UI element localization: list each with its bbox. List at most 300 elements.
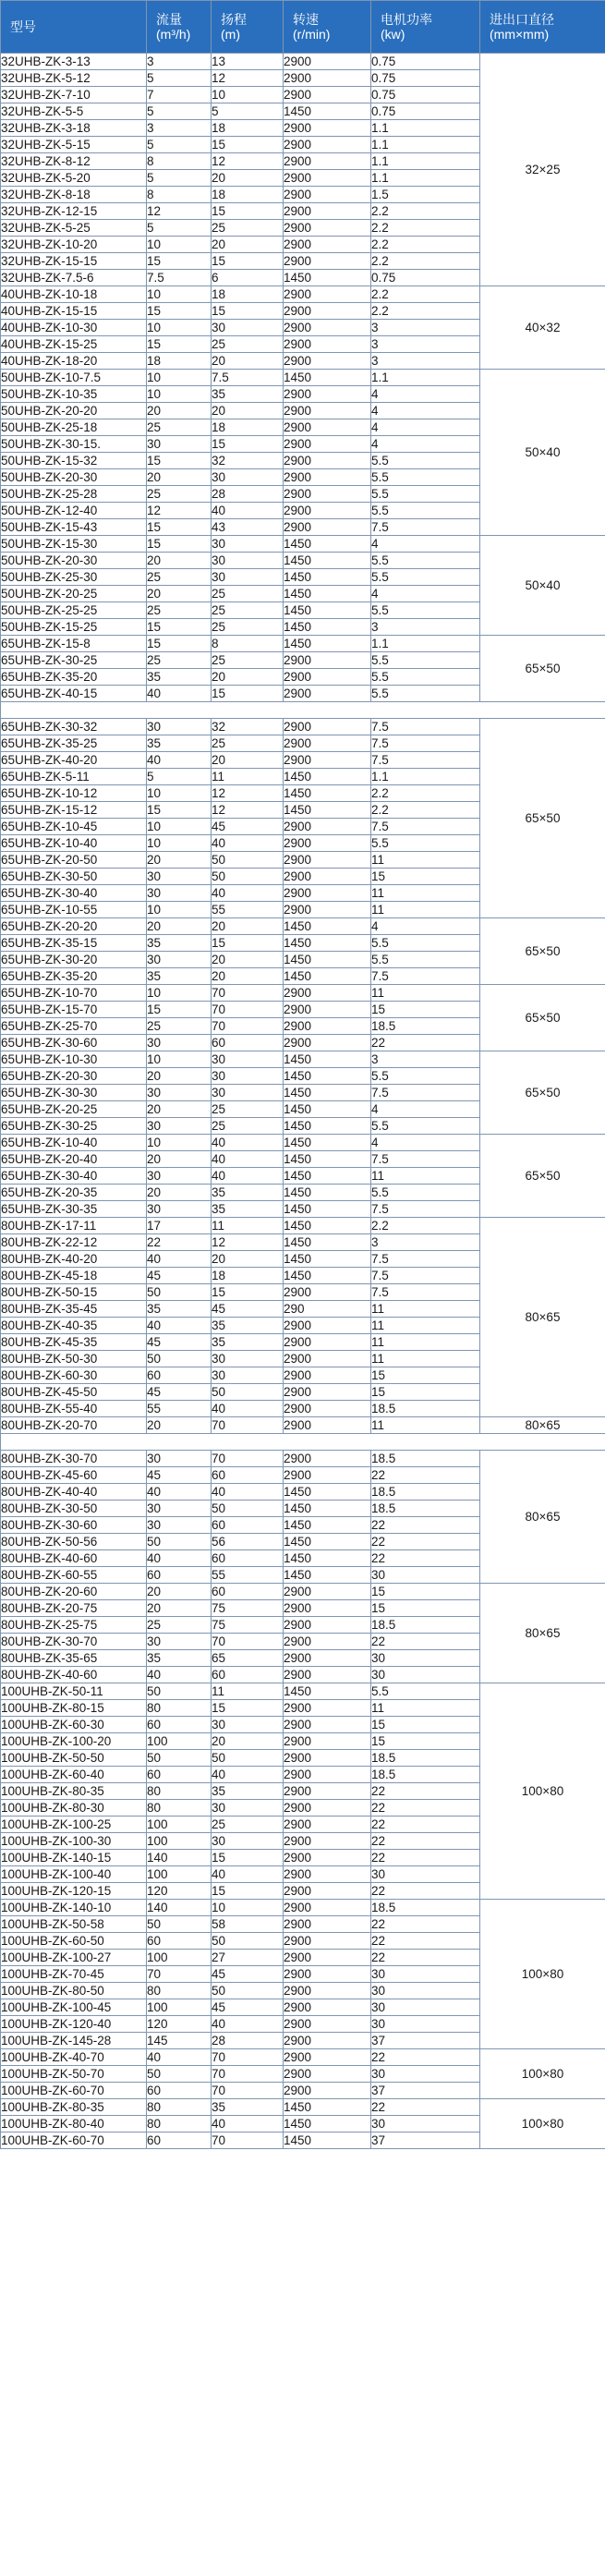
col-head (212, 1, 284, 54)
speed-cell: 2900 (284, 669, 371, 686)
head-cell: 50 (212, 1983, 284, 1999)
head-cell: 70 (212, 2049, 284, 2066)
head-cell: 20 (212, 752, 284, 769)
flow-cell: 5 (147, 70, 212, 87)
power-cell: 22 (371, 2049, 480, 2066)
speed-cell: 1450 (284, 1484, 371, 1501)
model-cell: 65UHB-ZK-30-32 (1, 719, 147, 735)
power-cell: 2.2 (371, 1218, 480, 1234)
power-cell: 7.5 (371, 735, 480, 752)
table-row (1, 286, 605, 303)
flow-cell: 18 (147, 353, 212, 370)
power-cell: 22 (371, 2099, 480, 2116)
power-cell: 11 (371, 1318, 480, 1334)
power-cell: 5.5 (371, 602, 480, 619)
power-cell: 3 (371, 619, 480, 636)
head-cell: 27 (212, 1950, 284, 1966)
head-cell: 18 (212, 187, 284, 203)
model-cell: 100UHB-ZK-140-15 (1, 1850, 147, 1866)
head-cell: 15 (212, 303, 284, 320)
power-cell: 5.5 (371, 1118, 480, 1135)
model-cell: 65UHB-ZK-5-11 (1, 769, 147, 785)
speed-cell: 2900 (284, 1467, 371, 1484)
model-cell: 80UHB-ZK-17-11 (1, 1218, 147, 1234)
flow-cell: 30 (147, 1634, 212, 1650)
speed-cell: 2900 (284, 353, 371, 370)
model-cell: 80UHB-ZK-30-50 (1, 1501, 147, 1517)
speed-cell: 1450 (284, 1234, 371, 1251)
model-cell: 80UHB-ZK-40-40 (1, 1484, 147, 1501)
speed-cell: 2900 (284, 1750, 371, 1767)
power-cell: 4 (371, 586, 480, 602)
flow-cell: 50 (147, 1284, 212, 1301)
head-cell: 58 (212, 1916, 284, 1933)
speed-cell: 1450 (284, 602, 371, 619)
model-cell: 100UHB-ZK-100-20 (1, 1733, 147, 1750)
head-cell: 60 (212, 1584, 284, 1600)
speed-cell: 290 (284, 1301, 371, 1318)
speed-cell: 2900 (284, 170, 371, 187)
head-cell: 35 (212, 1201, 284, 1218)
model-cell: 65UHB-ZK-20-20 (1, 918, 147, 935)
flow-cell: 20 (147, 469, 212, 486)
head-cell: 32 (212, 453, 284, 469)
speed-cell: 2900 (284, 203, 371, 220)
flow-cell: 25 (147, 569, 212, 586)
head-cell: 70 (212, 2083, 284, 2099)
model-cell: 65UHB-ZK-15-12 (1, 802, 147, 819)
table-row (1, 1051, 605, 1068)
flow-cell: 10 (147, 370, 212, 386)
head-cell: 10 (212, 87, 284, 103)
model-cell: 65UHB-ZK-30-30 (1, 1085, 147, 1101)
power-cell: 5.5 (371, 1683, 480, 1700)
head-cell: 30 (212, 1833, 284, 1850)
power-cell: 30 (371, 1866, 480, 1883)
speed-cell: 2900 (284, 869, 371, 885)
head-cell: 30 (212, 553, 284, 569)
head-cell: 12 (212, 785, 284, 802)
head-cell: 15 (212, 1700, 284, 1717)
flow-cell: 17 (147, 1218, 212, 1234)
model-cell: 100UHB-ZK-60-50 (1, 1933, 147, 1950)
flow-cell: 20 (147, 1584, 212, 1600)
flow-cell: 20 (147, 1151, 212, 1168)
power-cell: 2.2 (371, 802, 480, 819)
col-power-label: 电机功率 (kw) (381, 12, 432, 42)
power-cell: 22 (371, 1534, 480, 1550)
model-cell: 100UHB-ZK-80-30 (1, 1800, 147, 1817)
model-cell: 100UHB-ZK-80-50 (1, 1983, 147, 1999)
speed-cell: 2900 (284, 54, 371, 70)
power-cell: 5.5 (371, 503, 480, 519)
table-row (1, 719, 605, 735)
speed-cell: 2900 (284, 2016, 371, 2033)
power-cell: 22 (371, 1550, 480, 1567)
model-cell: 40UHB-ZK-10-18 (1, 286, 147, 303)
flow-cell: 8 (147, 153, 212, 170)
head-cell: 15 (212, 253, 284, 270)
head-cell: 12 (212, 70, 284, 87)
head-cell: 35 (212, 1783, 284, 1800)
speed-cell: 2900 (284, 1667, 371, 1683)
model-cell: 50UHB-ZK-20-30 (1, 469, 147, 486)
model-cell: 100UHB-ZK-100-40 (1, 1866, 147, 1883)
power-cell: 22 (371, 1850, 480, 1866)
power-cell: 15 (371, 1584, 480, 1600)
head-cell: 55 (212, 902, 284, 918)
port-size-cell: 40×32 (480, 286, 605, 370)
power-cell: 11 (371, 852, 480, 869)
speed-cell: 2900 (284, 519, 371, 536)
power-cell: 22 (371, 1517, 480, 1534)
power-cell: 4 (371, 1135, 480, 1151)
flow-cell: 15 (147, 336, 212, 353)
speed-cell: 2900 (284, 985, 371, 1002)
power-cell: 18.5 (371, 1484, 480, 1501)
speed-cell: 1450 (284, 1550, 371, 1567)
power-cell: 18.5 (371, 1018, 480, 1035)
model-cell: 100UHB-ZK-100-30 (1, 1833, 147, 1850)
model-cell: 65UHB-ZK-35-25 (1, 735, 147, 752)
speed-cell: 1450 (284, 1101, 371, 1118)
model-cell: 80UHB-ZK-60-55 (1, 1567, 147, 1584)
power-cell: 4 (371, 536, 480, 553)
head-cell: 15 (212, 935, 284, 952)
flow-cell: 30 (147, 1517, 212, 1534)
speed-cell: 2900 (284, 1284, 371, 1301)
head-cell: 40 (212, 1401, 284, 1417)
model-cell: 65UHB-ZK-30-25 (1, 652, 147, 669)
flow-cell: 50 (147, 2066, 212, 2083)
head-cell: 20 (212, 353, 284, 370)
power-cell: 18.5 (371, 1750, 480, 1767)
speed-cell: 2900 (284, 1650, 371, 1667)
head-cell: 20 (212, 918, 284, 935)
power-cell: 1.1 (371, 170, 480, 187)
head-cell: 6 (212, 270, 284, 286)
power-cell: 11 (371, 1417, 480, 1434)
speed-cell: 1450 (284, 769, 371, 785)
speed-cell: 2900 (284, 286, 371, 303)
speed-cell: 2900 (284, 652, 371, 669)
head-cell: 12 (212, 1234, 284, 1251)
model-cell: 32UHB-ZK-7-10 (1, 87, 147, 103)
flow-cell: 140 (147, 1900, 212, 1916)
flow-cell: 15 (147, 536, 212, 553)
flow-cell: 70 (147, 1966, 212, 1983)
speed-cell: 1450 (284, 1218, 371, 1234)
power-cell: 2.2 (371, 286, 480, 303)
model-cell: 65UHB-ZK-10-45 (1, 819, 147, 835)
speed-cell: 1450 (284, 1135, 371, 1151)
head-cell: 35 (212, 1334, 284, 1351)
flow-cell: 40 (147, 1484, 212, 1501)
head-cell: 25 (212, 1101, 284, 1118)
head-cell: 15 (212, 203, 284, 220)
power-cell: 5.5 (371, 1185, 480, 1201)
speed-cell: 1450 (284, 636, 371, 652)
head-cell: 45 (212, 819, 284, 835)
speed-cell: 2900 (284, 453, 371, 469)
head-cell: 25 (212, 586, 284, 602)
flow-cell: 55 (147, 1401, 212, 1417)
model-cell: 100UHB-ZK-100-27 (1, 1950, 147, 1966)
speed-cell: 2900 (284, 1783, 371, 1800)
model-cell: 80UHB-ZK-50-56 (1, 1534, 147, 1550)
power-cell: 22 (371, 1950, 480, 1966)
head-cell: 20 (212, 1733, 284, 1750)
port-size-cell: 100×80 (480, 2049, 605, 2099)
power-cell: 3 (371, 336, 480, 353)
head-cell: 70 (212, 1634, 284, 1650)
head-cell: 30 (212, 1085, 284, 1101)
port-size-cell: 100×80 (480, 2099, 605, 2149)
head-cell: 40 (212, 885, 284, 902)
speed-cell: 1450 (284, 1068, 371, 1085)
flow-cell: 20 (147, 1600, 212, 1617)
model-cell: 50UHB-ZK-12-40 (1, 503, 147, 519)
model-cell: 100UHB-ZK-50-11 (1, 1683, 147, 1700)
speed-cell: 2900 (284, 902, 371, 918)
model-cell: 80UHB-ZK-30-70 (1, 1634, 147, 1650)
flow-cell: 120 (147, 1883, 212, 1900)
power-cell: 5.5 (371, 835, 480, 852)
flow-cell: 5 (147, 220, 212, 237)
speed-cell: 2900 (284, 1417, 371, 1434)
head-cell: 50 (212, 1501, 284, 1517)
power-cell: 7.5 (371, 1151, 480, 1168)
power-cell: 2.2 (371, 203, 480, 220)
power-cell: 15 (371, 869, 480, 885)
power-cell: 4 (371, 918, 480, 935)
model-cell: 80UHB-ZK-30-70 (1, 1451, 147, 1467)
power-cell: 7.5 (371, 1284, 480, 1301)
flow-cell: 30 (147, 719, 212, 735)
speed-cell: 1450 (284, 536, 371, 553)
head-cell: 60 (212, 1517, 284, 1534)
model-cell: 32UHB-ZK-5-20 (1, 170, 147, 187)
power-cell: 1.1 (371, 636, 480, 652)
flow-cell: 80 (147, 1983, 212, 1999)
power-cell: 11 (371, 1168, 480, 1185)
power-cell: 7.5 (371, 1201, 480, 1218)
speed-cell: 2900 (284, 1833, 371, 1850)
speed-cell: 2900 (284, 469, 371, 486)
power-cell: 7.5 (371, 719, 480, 735)
model-cell: 100UHB-ZK-60-70 (1, 2083, 147, 2099)
port-size-cell: 65×50 (480, 985, 605, 1051)
head-cell: 32 (212, 719, 284, 735)
power-cell: 5.5 (371, 669, 480, 686)
flow-cell: 25 (147, 652, 212, 669)
speed-cell: 2900 (284, 1018, 371, 1035)
power-cell: 3 (371, 320, 480, 336)
flow-cell: 120 (147, 2016, 212, 2033)
power-cell: 22 (371, 1800, 480, 1817)
head-cell: 15 (212, 436, 284, 453)
power-cell: 3 (371, 353, 480, 370)
port-size-cell: 100×80 (480, 1683, 605, 1900)
head-cell: 30 (212, 469, 284, 486)
head-cell: 11 (212, 1218, 284, 1234)
speed-cell: 2900 (284, 1334, 371, 1351)
model-cell: 50UHB-ZK-15-32 (1, 453, 147, 469)
speed-cell: 2900 (284, 1999, 371, 2016)
speed-cell: 2900 (284, 735, 371, 752)
speed-cell: 2900 (284, 719, 371, 735)
table-row (1, 2099, 605, 2116)
table-row (1, 918, 605, 935)
speed-cell: 1450 (284, 1201, 371, 1218)
power-cell: 7.5 (371, 1268, 480, 1284)
head-cell: 12 (212, 802, 284, 819)
flow-cell: 10 (147, 237, 212, 253)
flow-cell: 20 (147, 553, 212, 569)
power-cell: 0.75 (371, 70, 480, 87)
flow-cell: 5 (147, 103, 212, 120)
flow-cell: 8 (147, 187, 212, 203)
model-cell: 80UHB-ZK-40-20 (1, 1251, 147, 1268)
model-cell: 80UHB-ZK-22-12 (1, 1234, 147, 1251)
flow-cell: 3 (147, 54, 212, 70)
flow-cell: 40 (147, 1550, 212, 1567)
head-cell: 40 (212, 1484, 284, 1501)
col-speed (284, 1, 371, 54)
section-gap-cell (1, 702, 605, 719)
model-cell: 32UHB-ZK-7.5-6 (1, 270, 147, 286)
power-cell: 5.5 (371, 453, 480, 469)
model-cell: 100UHB-ZK-40-70 (1, 2049, 147, 2066)
flow-cell: 7.5 (147, 270, 212, 286)
speed-cell: 1450 (284, 1085, 371, 1101)
speed-cell: 2900 (284, 237, 371, 253)
speed-cell: 2900 (284, 1600, 371, 1617)
model-cell: 80UHB-ZK-40-60 (1, 1667, 147, 1683)
model-cell: 32UHB-ZK-8-12 (1, 153, 147, 170)
power-cell: 37 (371, 2132, 480, 2149)
speed-cell: 2900 (284, 1700, 371, 1717)
power-cell: 22 (371, 1833, 480, 1850)
model-cell: 100UHB-ZK-60-30 (1, 1717, 147, 1733)
model-cell: 65UHB-ZK-40-15 (1, 686, 147, 702)
model-cell: 50UHB-ZK-15-30 (1, 536, 147, 553)
flow-cell: 60 (147, 2132, 212, 2149)
power-cell: 4 (371, 419, 480, 436)
head-cell: 55 (212, 1567, 284, 1584)
power-cell: 18.5 (371, 1617, 480, 1634)
head-cell: 30 (212, 1068, 284, 1085)
power-cell: 3 (371, 1051, 480, 1068)
model-cell: 50UHB-ZK-25-30 (1, 569, 147, 586)
power-cell: 1.1 (371, 769, 480, 785)
speed-cell: 2900 (284, 2083, 371, 2099)
power-cell: 22 (371, 1783, 480, 1800)
head-cell: 40 (212, 1866, 284, 1883)
flow-cell: 80 (147, 1700, 212, 1717)
head-cell: 18 (212, 1268, 284, 1284)
speed-cell: 2900 (284, 336, 371, 353)
flow-cell: 50 (147, 1683, 212, 1700)
speed-cell: 2900 (284, 1966, 371, 1983)
flow-cell: 40 (147, 1251, 212, 1268)
speed-cell: 1450 (284, 1251, 371, 1268)
speed-cell: 2900 (284, 835, 371, 852)
model-cell: 65UHB-ZK-30-25 (1, 1118, 147, 1135)
power-cell: 1.1 (371, 137, 480, 153)
power-cell: 7.5 (371, 1251, 480, 1268)
speed-cell: 1450 (284, 586, 371, 602)
power-cell: 30 (371, 1667, 480, 1683)
head-cell: 60 (212, 1035, 284, 1051)
speed-cell: 2900 (284, 120, 371, 137)
speed-cell: 2900 (284, 1933, 371, 1950)
flow-cell: 45 (147, 1268, 212, 1284)
head-cell: 45 (212, 1999, 284, 2016)
model-cell: 65UHB-ZK-30-40 (1, 1168, 147, 1185)
model-cell: 50UHB-ZK-20-25 (1, 586, 147, 602)
port-size-cell: 65×50 (480, 1051, 605, 1135)
model-cell: 65UHB-ZK-20-35 (1, 1185, 147, 1201)
flow-cell: 145 (147, 2033, 212, 2049)
speed-cell: 2900 (284, 1717, 371, 1733)
flow-cell: 40 (147, 686, 212, 702)
power-cell: 30 (371, 1966, 480, 1983)
head-cell: 18 (212, 286, 284, 303)
speed-cell: 1450 (284, 1268, 371, 1284)
power-cell: 4 (371, 436, 480, 453)
speed-cell: 2900 (284, 2049, 371, 2066)
power-cell: 30 (371, 2066, 480, 2083)
power-cell: 0.75 (371, 87, 480, 103)
model-cell: 80UHB-ZK-45-50 (1, 1384, 147, 1401)
table-row (1, 636, 605, 652)
model-cell: 65UHB-ZK-15-70 (1, 1002, 147, 1018)
model-cell: 50UHB-ZK-10-35 (1, 386, 147, 403)
head-cell: 70 (212, 1018, 284, 1035)
power-cell: 5.5 (371, 486, 480, 503)
power-cell: 18.5 (371, 1451, 480, 1467)
flow-cell: 30 (147, 1118, 212, 1135)
flow-cell: 30 (147, 885, 212, 902)
model-cell: 100UHB-ZK-100-45 (1, 1999, 147, 2016)
speed-cell: 2900 (284, 1318, 371, 1334)
speed-cell: 2900 (284, 153, 371, 170)
flow-cell: 15 (147, 519, 212, 536)
model-cell: 65UHB-ZK-30-20 (1, 952, 147, 968)
speed-cell: 1450 (284, 619, 371, 636)
power-cell: 0.75 (371, 270, 480, 286)
flow-cell: 15 (147, 802, 212, 819)
speed-cell: 1450 (284, 2132, 371, 2149)
head-cell: 40 (212, 1151, 284, 1168)
col-port (480, 1, 605, 54)
col-speed-label: 转速 (r/min) (293, 12, 331, 42)
power-cell: 30 (371, 1650, 480, 1667)
speed-cell: 2900 (284, 386, 371, 403)
head-cell: 30 (212, 1800, 284, 1817)
power-cell: 4 (371, 403, 480, 419)
model-cell: 80UHB-ZK-20-70 (1, 1417, 147, 1434)
flow-cell: 15 (147, 453, 212, 469)
power-cell: 18.5 (371, 1501, 480, 1517)
speed-cell: 2900 (284, 1634, 371, 1650)
model-cell: 65UHB-ZK-35-20 (1, 669, 147, 686)
model-cell: 65UHB-ZK-10-12 (1, 785, 147, 802)
model-cell: 65UHB-ZK-10-70 (1, 985, 147, 1002)
head-cell: 8 (212, 636, 284, 652)
head-cell: 11 (212, 1683, 284, 1700)
